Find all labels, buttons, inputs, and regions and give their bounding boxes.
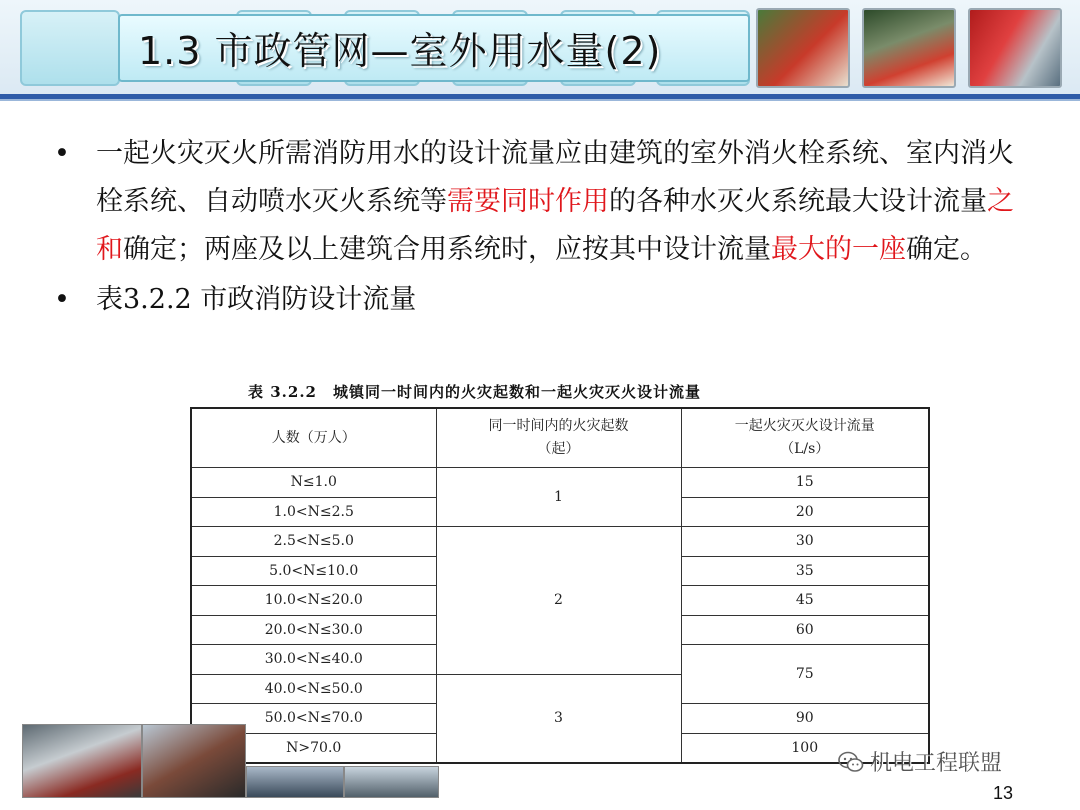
header-fire-count xyxy=(436,408,681,468)
header-tile xyxy=(20,10,120,86)
header-divider-light xyxy=(0,99,1080,101)
cell-fire-count: 2 xyxy=(436,527,681,675)
cell-flow: 35 xyxy=(681,556,929,586)
header-flow xyxy=(681,408,929,468)
cell-flow: 100 xyxy=(681,733,929,763)
header-flow-unit: （L/s） xyxy=(780,441,830,457)
cell-population: 5.0<N≤10.0 xyxy=(191,556,436,586)
bullet-text xyxy=(96,138,1014,265)
cell-population: N≤1.0 xyxy=(191,468,436,498)
text-segment: 确定。 xyxy=(906,234,987,265)
bullet-dot-icon: • xyxy=(54,138,70,169)
wechat-icon xyxy=(838,751,864,773)
text-segment: 一起火灾灭火所需消防用水的设计流量应由建筑的室外消火栓系统、室内消火栓系统、自动喷水灭火系统等 xyxy=(96,138,1014,217)
table-header-row xyxy=(191,408,929,468)
highlight-segment: 需要同时作用 xyxy=(447,186,609,217)
cell-population: 40.0<N≤50.0 xyxy=(191,674,436,704)
cell-population: 10.0<N≤20.0 xyxy=(191,586,436,616)
header-fire-count-unit: （起） xyxy=(537,441,580,457)
cell-flow: 75 xyxy=(681,645,929,704)
cell-population: 20.0<N≤30.0 xyxy=(191,615,436,645)
flow-table-wrapper xyxy=(190,407,930,764)
cell-population: 50.0<N≤70.0 xyxy=(191,704,436,734)
table-row xyxy=(191,468,929,498)
highlight-segment: 最大的一座 xyxy=(771,234,906,265)
bullet-text: 表3.2.2 市政消防设计流量 xyxy=(96,284,417,315)
table-caption: 表 3.2.2 城镇同一时间内的火灾起数和一起火灾灭火设计流量 xyxy=(248,383,701,401)
text-segment: 确定；两座及以上建筑合用系统时，应按其中设计流量 xyxy=(123,234,771,265)
highlight-segment: 之和 xyxy=(96,186,1014,265)
footer-photo-strip xyxy=(22,724,437,796)
watermark xyxy=(838,746,1002,777)
footer-photo-firefighters xyxy=(142,724,246,798)
header-fire-count-label: 同一时间内的火灾起数 xyxy=(488,418,629,434)
header-photo-inspection xyxy=(862,8,956,88)
bullet-dot-icon: • xyxy=(54,284,70,315)
cell-fire-count: 3 xyxy=(436,674,681,763)
cell-population: 2.5<N≤5.0 xyxy=(191,527,436,557)
footer-photo-street xyxy=(246,766,344,798)
cell-population: N>70.0 xyxy=(191,733,436,763)
slide-title: 1.3 市政管网—室外用水量(2) xyxy=(138,29,662,73)
text-segment: 的各种水灭火系统最大设计流量 xyxy=(609,186,987,217)
cell-flow: 30 xyxy=(681,527,929,557)
cell-flow: 15 xyxy=(681,468,929,498)
table-row xyxy=(191,527,929,557)
cell-flow: 90 xyxy=(681,704,929,734)
cell-flow: 20 xyxy=(681,497,929,527)
watermark-text: 机电工程联盟 xyxy=(870,751,1003,776)
cell-population: 30.0<N≤40.0 xyxy=(191,645,436,675)
bullet-item xyxy=(54,276,1014,324)
footer-photo-fire-truck xyxy=(22,724,142,798)
cell-flow: 45 xyxy=(681,586,929,616)
header-photo-firefighters xyxy=(756,8,850,88)
bullet-list xyxy=(54,130,1014,324)
flow-table xyxy=(190,407,930,764)
page-number: 13 xyxy=(993,783,1014,803)
footer-photo-spray xyxy=(344,766,439,798)
bullet-item xyxy=(54,130,1014,274)
cell-population: 1.0<N≤2.5 xyxy=(191,497,436,527)
header-photo-pump-room xyxy=(968,8,1062,88)
header-population: 人数（万人） xyxy=(191,408,436,468)
cell-flow: 60 xyxy=(681,615,929,645)
header-flow-label: 一起火灾灭火设计流量 xyxy=(734,418,875,434)
cell-fire-count: 1 xyxy=(436,468,681,527)
